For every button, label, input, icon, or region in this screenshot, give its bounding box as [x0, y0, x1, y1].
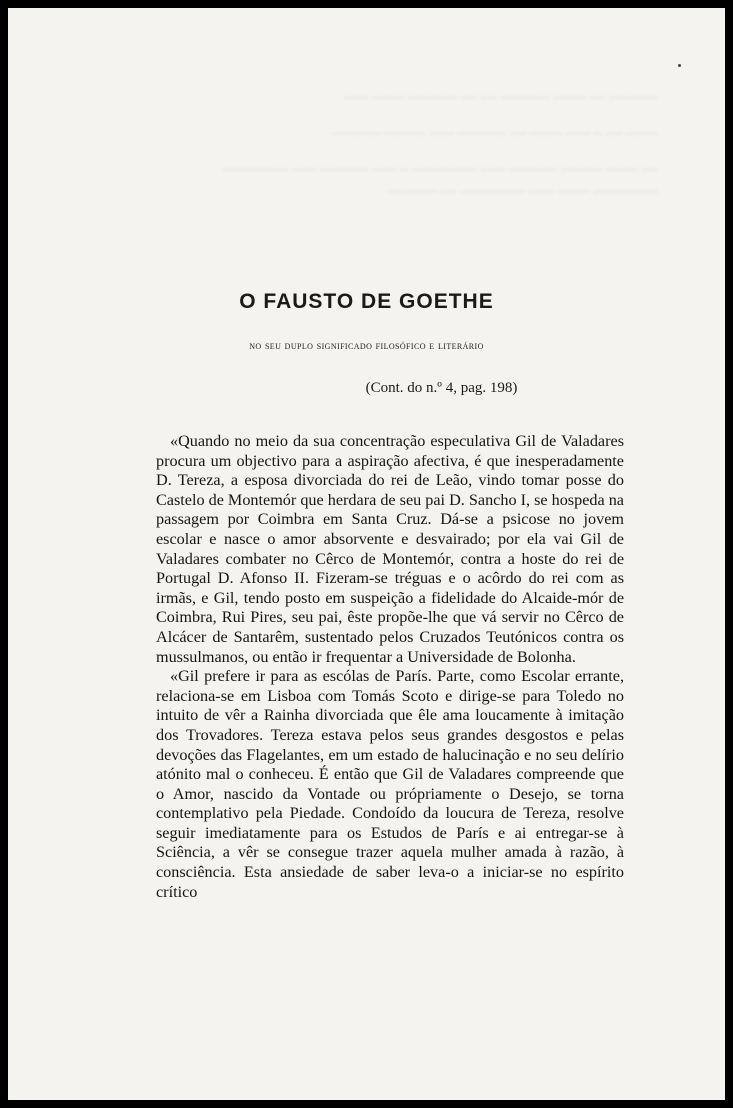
- ink-speck: [678, 64, 681, 67]
- show-through-texture: ~~~~~~ ~~ ~~~~ ~~~~~~ ~~ ~~ ~~~~~~ ~~~~ ~~~ ~~~~ ~~ ~ ~~~ ~~~~ ~~ ~~~~~~ ~~~ ~~~~~ ~~~~~~ ~~ ~~~~ ~~~~~ ~~~~~~ ~~~ ~~~~~~~~ ~ ~~~ ~~~~~~ ~~~ ~~~~~~~~ ~~~~~~~~ ~~~~ ~~~ ~~~~~~~~ ~~ ~~~~~~: [222, 91, 658, 201]
- document-page: [8, 8, 725, 1100]
- paragraph: «Quando no meio da sua concentração especulativa Gil de Valadares procura um objectivo para a aspiração afectiva, é que inesperadamente D. Tereza, a esposa divorciada do rei de Leão, vindo tomar posse do Castelo de Montemór que herdara de seu pai D. Sancho I, se hospeda na passagem por Coimbra em Santa Cruz. Dá-se a psicose no jovem escolar e nasce o amor absorvente e desvairado; por ela vai Gil de Valadares combater no Cêrco de Montemór, contra a hoste do rei de Portugal D. Afonso II. Fizeram-se tréguas e o acôrdo do rei com as irmãs, e Gil, tendo posto em suspeição a fidelidade do Alcaide-mór de Coimbra, Rui Pires, seu pai, êste propõe-lhe que vá servir no Cêrco de Alcácer de Santarêm, sustentado pelos Cruzados Teutónicos contra os mussulmanos, ou então ir frequentar a Universidade de Bolonha.: [156, 432, 624, 666]
- continuation-note: (Cont. do n.º 4, pag. 198): [365, 380, 518, 396]
- paragraph: «Gil prefere ir para as escólas de París. Parte, como Escolar errante, relaciona-se em Lisboa com Tomás Scoto e dirige-se para Toledo no intuito de vêr a Rainha divorciada que êle ama loucamente à imitação dos Trovadores. Tereza estava pelos seus grandes desgostos e pelas devoções das Flagelantes, em um estado de halucinação e no seu delírio atónito mal o conheceu. É então que Gil de Valadares compreende que o Amor, nascido da Vontade ou própriamente o Desejo, se torna contemplativo pela Piedade. Condoído da loucura de Tereza, resolve seguir imediatamente para os Estudos de París e ai entregar-se à Sciência, a vêr se consegue trazer aquela mulher amada à razão, à consciência. Esta ansiedade de saber leva-o a iniciar-se no espírito crítico: [156, 667, 624, 901]
- article-subtitle: no seu duplo significado filosófico e literário: [249, 338, 484, 352]
- article-title: O FAUSTO DE GOETHE: [239, 290, 494, 313]
- article-body: [156, 432, 624, 902]
